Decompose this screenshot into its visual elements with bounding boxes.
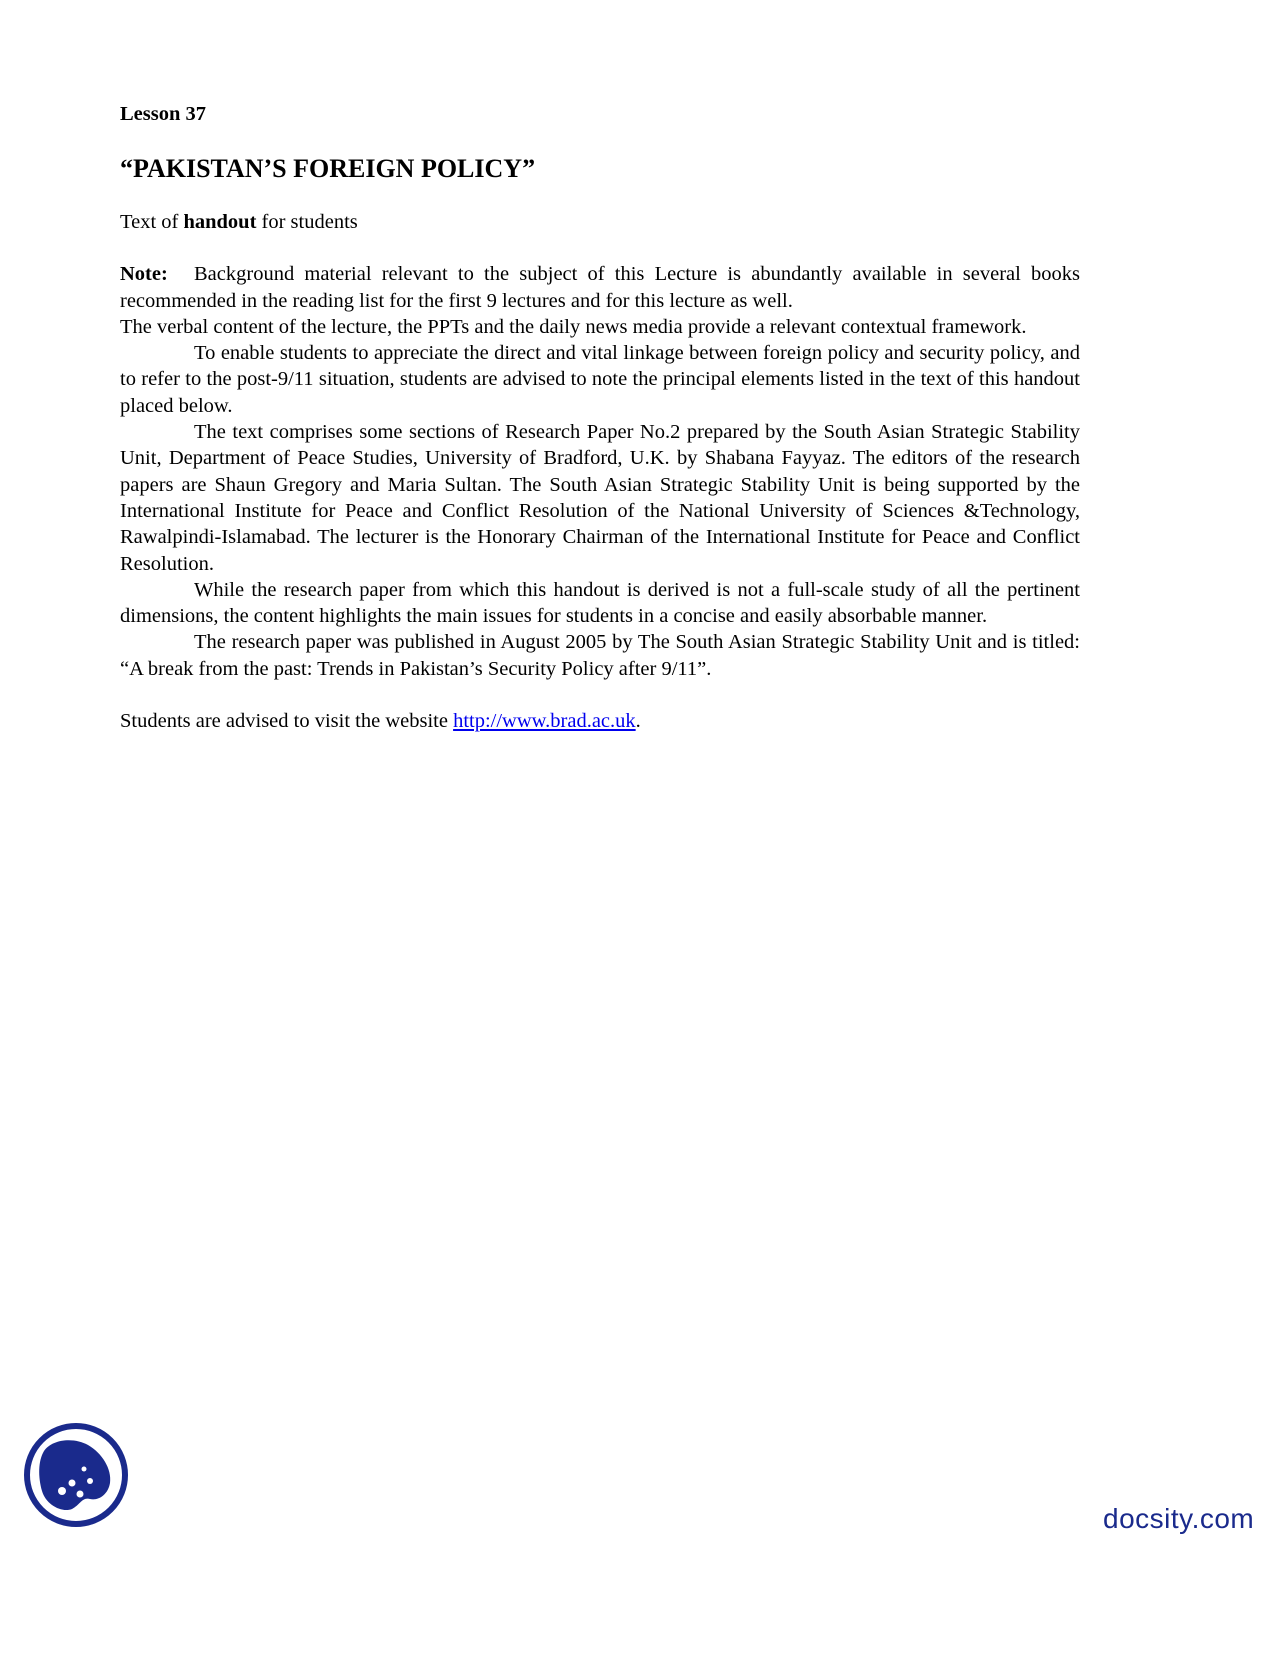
paragraph-research-paper: The text comprises some sections of Research Paper No.2 prepared by the South Asian Strategic Stability Unit, Department of Peace Studies, University of Bradford, U.K. by Shabana Fayyaz. The editors of the research papers are Shaun Gregory and Maria Sultan. The South Asian Strategic Stability Unit is being supported by the International Institute for Peace and Conflict Resolution of the National University of Sciences &Technology, Rawalpindi-Islamabad. The lecturer is the Honorary Chairman of the International Institute for Peace and Conflict Resolution. bbox=[120, 421, 1080, 575]
visit-website-line bbox=[120, 708, 1080, 734]
note-section bbox=[120, 261, 1080, 682]
brand-name[interactable]: docsity.com bbox=[1103, 1503, 1255, 1534]
paragraph-publication: The research paper was published in August 2005 by The South Asian Strategic Stability Unit and is titled: “A break from the past: Trends in Pakistan’s Security Policy after 9/11”. bbox=[120, 631, 1080, 680]
subtitle bbox=[120, 209, 1080, 235]
page-title: “PAKISTAN’S FOREIGN POLICY” bbox=[120, 154, 536, 183]
subtitle-bold: handout bbox=[183, 211, 257, 233]
paragraph-contextual: The verbal content of the lecture, the PPTs and the daily news media provide a relevant contextual framework. bbox=[120, 315, 1027, 338]
paragraph-linkage: To enable students to appreciate the direct and vital linkage between foreign policy and security policy, and to refer to the post-9/11 situation, students are advised to note the principal elements listed in the text of this handout placed below. bbox=[120, 342, 1080, 417]
note-text: Background material relevant to the subject of this Lecture is abundantly available in several books recommended in the reading list for the first 9 lectures and for this lecture as well. bbox=[120, 263, 1080, 312]
docsity-logo-svg bbox=[22, 1421, 130, 1529]
paragraph-scope: While the research paper from which this handout is derived is not a full-scale study of all the pertinent dimensions, the content highlights the main issues for students in a concise and easily absorbable manner. bbox=[120, 578, 1080, 628]
subtitle-suffix: for students bbox=[261, 211, 358, 233]
note-paragraph bbox=[120, 261, 1080, 314]
note-label: Note: bbox=[120, 263, 168, 286]
docsity-logo-icon[interactable] bbox=[22, 1421, 130, 1529]
lesson-number: Lesson 37 bbox=[120, 103, 207, 125]
visit-prefix: Students are advised to visit the website bbox=[120, 710, 448, 733]
document-content bbox=[120, 101, 1080, 734]
subtitle-prefix: Text of bbox=[120, 211, 179, 233]
website-link[interactable]: http://www.brad.ac.uk bbox=[453, 710, 636, 733]
visit-suffix: . bbox=[635, 710, 641, 733]
